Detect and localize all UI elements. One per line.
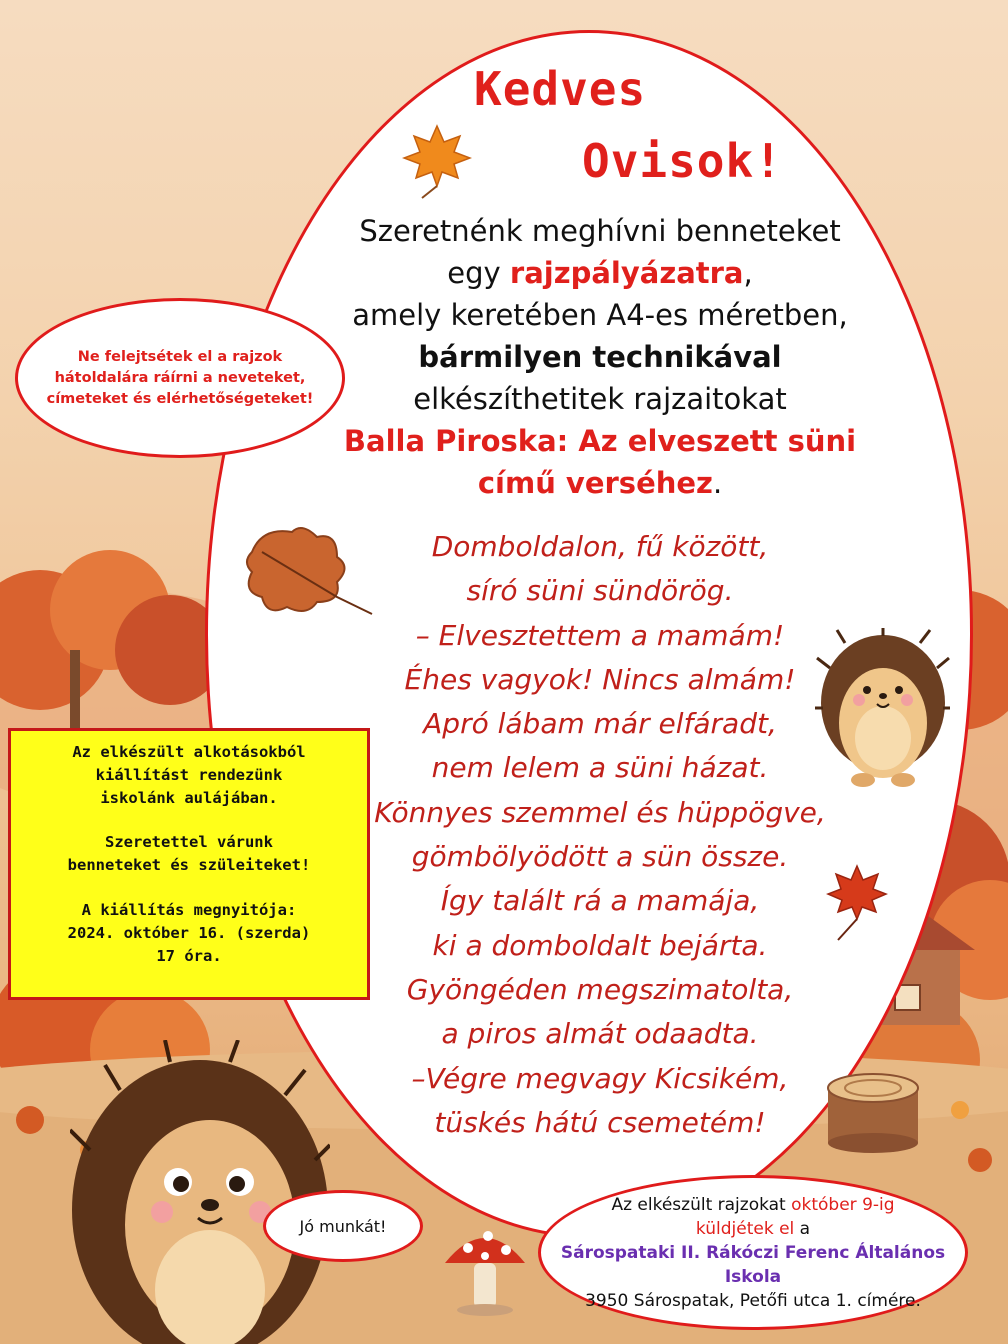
intro-line: amely keretében A4-es méretben, [352,298,848,332]
poem-title-suffix: című verséhez [477,466,713,500]
exhibition-info-box [8,728,370,1000]
highlight-contest: rajzpályázatra [509,256,744,290]
good-luck-text: Jó munkát! [299,1216,387,1236]
exhibition-line: 17 óra. [156,946,222,965]
submission-text: a [794,1218,811,1239]
exhibition-line: A kiállítás megnyitója: [81,900,297,919]
send-text: küldjétek el [695,1218,795,1239]
spacer [11,809,367,831]
intro-line: elkészíthetitek rajzaitokat [413,382,787,416]
poem-line: síró süni sündörög. [466,574,734,608]
maple-leaf-icon [826,862,888,942]
poem-line: a piros almát odaadta. [441,1017,759,1051]
submission-text: Az elkészült rajzokat [611,1194,792,1215]
reminder-line: címeteket és elérhetőségeteket! [46,390,314,407]
intro-line [300,462,900,504]
exhibition-line: kiállítást rendezünk [95,765,283,784]
intro-line [300,252,900,294]
poem-line: Éhes vagyok! Nincs almám! [404,662,796,696]
submission-line [541,1217,965,1241]
tree-stump-icon [818,1068,928,1158]
poem-line: Apró lábam már elfáradt, [423,707,777,741]
reminder-line: Ne felejtsétek el a rajzok [77,348,283,365]
title-line-2: Ovisok! [582,134,783,188]
submission-bubble [538,1175,968,1330]
spacer [11,877,367,899]
exhibition-line: Szeretettel várunk [105,833,273,852]
poem-line: Így talált rá a mamája, [440,884,760,918]
reminder-bubble [15,298,345,458]
hedgehog-icon [815,628,950,788]
poem-line: ki a domboldalt bejárta. [432,928,768,962]
intro-line: Szeretnénk meghívni benneteket [359,214,841,248]
poem-line: tüskés hátú csemetém! [434,1105,766,1139]
reminder-line: hátoldalára ráírni a neveteket, [54,369,306,386]
intro-text-span: . [712,466,723,500]
poem-author-title: Balla Piroska: Az elveszett süni [343,424,857,458]
mushroom-icon [440,1218,530,1318]
maple-leaf-icon [402,122,472,200]
submission-line [541,1193,965,1217]
poem-line: –Végre megvagy Kicsikém, [411,1061,789,1095]
exhibition-line: iskolánk aulájában. [100,788,278,807]
poem [330,525,870,1145]
school-address: 3950 Sárospatak, Petőfi utca 1. címére. [585,1290,921,1311]
good-luck-bubble [263,1190,423,1262]
intro-line-bold: bármilyen technikával [418,340,782,374]
hedgehog-icon [70,1040,330,1344]
poem-line: gömbölyödött a sün össze. [411,840,789,874]
exhibition-line: benneteket és szüleiteket! [67,856,311,875]
poem-line: nem lelem a süni házat. [431,751,769,785]
exhibition-line: 2024. október 16. (szerda) [67,923,311,942]
intro-text [300,210,900,504]
exhibition-line: Az elkészült alkotásokból [72,743,306,761]
poem-line: – Elvesztettem a mamám! [415,618,785,652]
intro-text-span: egy [447,256,510,290]
school-name: Sárospataki II. Rákóczi Ferenc Általános Iskola [560,1242,946,1287]
poem-line: Könnyes szemmel és hüppögve, [374,795,826,829]
poem-line: Gyöngéden megszimatolta, [406,972,794,1006]
intro-text-span: , [743,256,753,290]
deadline-text: október 9-ig [791,1194,895,1215]
poem-line: Domboldalon, fű között, [431,530,769,563]
title-line-1: Kedves [474,62,647,116]
